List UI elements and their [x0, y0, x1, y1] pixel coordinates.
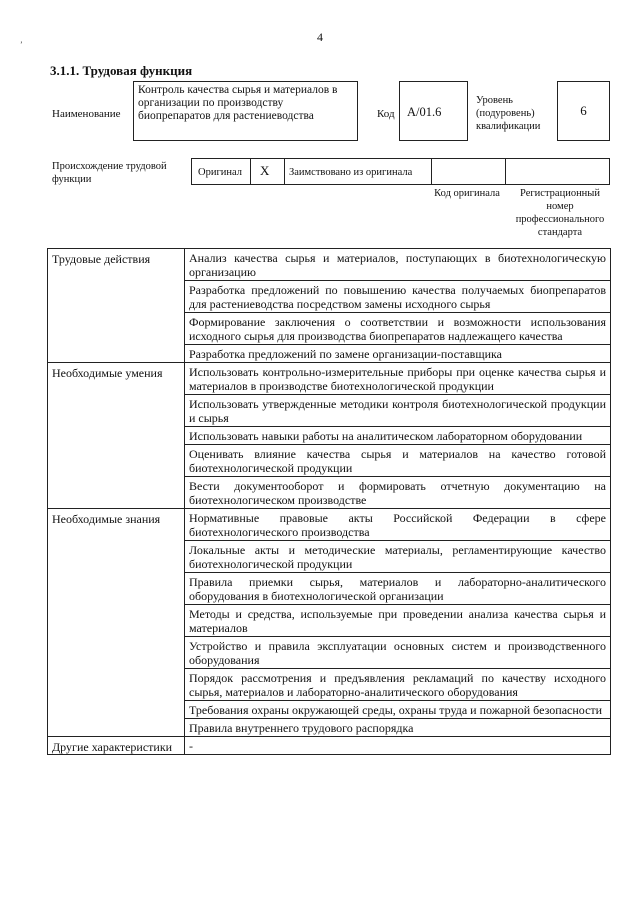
item-cell: Формирование заключения о соответствии и возможности использования исходного сырья для производства биопрепаратов надлежащего качества — [185, 313, 611, 345]
item-cell: Оценивать влияние качества сырья и материалов на качество готовой биотехнологической продукции — [185, 445, 611, 477]
category-cell: Необходимые знания — [48, 509, 185, 737]
section-title: 3.1.1. Трудовая функция — [50, 63, 193, 78]
code-original-caption: Код оригинала — [434, 188, 500, 199]
item-cell: Анализ качества сырья и материалов, поступающих в биотехнологическую организацию — [185, 249, 611, 281]
original-mark: X — [260, 163, 270, 178]
original-label: Оригинал — [198, 167, 242, 178]
level-value-box — [557, 81, 610, 141]
name-value-box — [133, 81, 358, 141]
item-cell: - — [185, 737, 611, 755]
category-cell: Необходимые умения — [48, 363, 185, 509]
item-cell: Устройство и правила эксплуатации основных систем и производственного оборудования — [185, 637, 611, 669]
item-cell: Правила внутреннего трудового распорядка — [185, 719, 611, 737]
level-value: 6 — [580, 103, 587, 118]
table-row — [48, 249, 611, 281]
function-table — [47, 248, 611, 755]
function-table-body — [48, 249, 611, 755]
item-cell: Требования охраны окружающей среды, охраны труда и пожарной безопасности — [185, 701, 611, 719]
name-label: Наименование — [52, 108, 121, 120]
name-value: Контроль качества сырья и материалов в организации по производству биопрепаратов для растениеводства — [138, 84, 338, 122]
margin-mark: ’ — [20, 40, 23, 49]
borrowed-label: Заимствовано из оригинала — [289, 167, 413, 178]
code-value: A/01.6 — [407, 105, 442, 119]
origin-box — [191, 158, 610, 185]
item-cell: Разработка предложений по замене организации-поставщика — [185, 345, 611, 363]
item-cell: Локальные акты и методические материалы, регламентирующие качество биотехнологической продукции — [185, 541, 611, 573]
category-cell: Трудовые действия — [48, 249, 185, 363]
table-row — [48, 737, 611, 755]
category-cell: Другие характеристики — [48, 737, 185, 755]
code-value-box — [399, 81, 468, 141]
item-cell: Разработка предложений по повышению качества получаемых биопрепаратов для растениеводства посредством замены исходного сырья — [185, 281, 611, 313]
item-cell: Порядок рассмотрения и предъявления рекламаций по качеству исходного сырья, материалов и лабораторно-аналитического оборудования — [185, 669, 611, 701]
table-row — [48, 509, 611, 541]
origin-label: Происхождение трудовой функции — [52, 161, 167, 185]
item-cell: Использовать навыки работы на аналитическом лабораторном оборудовании — [185, 427, 611, 445]
item-cell: Правила приемки сырья, материалов и лабораторно-аналитического оборудования в биотехнологической организации — [185, 573, 611, 605]
level-label: Уровень (подуровень) квалификации — [476, 95, 541, 132]
reg-number-caption: Регистрационный номер профессионального стандарта — [515, 188, 605, 238]
page-number: 4 — [317, 30, 323, 44]
item-cell: Использовать контрольно-измерительные приборы при оценке качества сырья и материалов в производстве биотехнологической продукции — [185, 363, 611, 395]
code-label: Код — [377, 108, 395, 120]
item-cell: Вести документооборот и формировать отчетную документацию на биотехнологическом производстве — [185, 477, 611, 509]
item-cell: Нормативные правовые акты Российской Федерации в сфере биотехнологического производства — [185, 509, 611, 541]
item-cell: Методы и средства, используемые при проведении анализа качества сырья и материалов — [185, 605, 611, 637]
item-cell: Использовать утвержденные методики контроля биотехнологической продукции и сырья — [185, 395, 611, 427]
table-row — [48, 363, 611, 395]
